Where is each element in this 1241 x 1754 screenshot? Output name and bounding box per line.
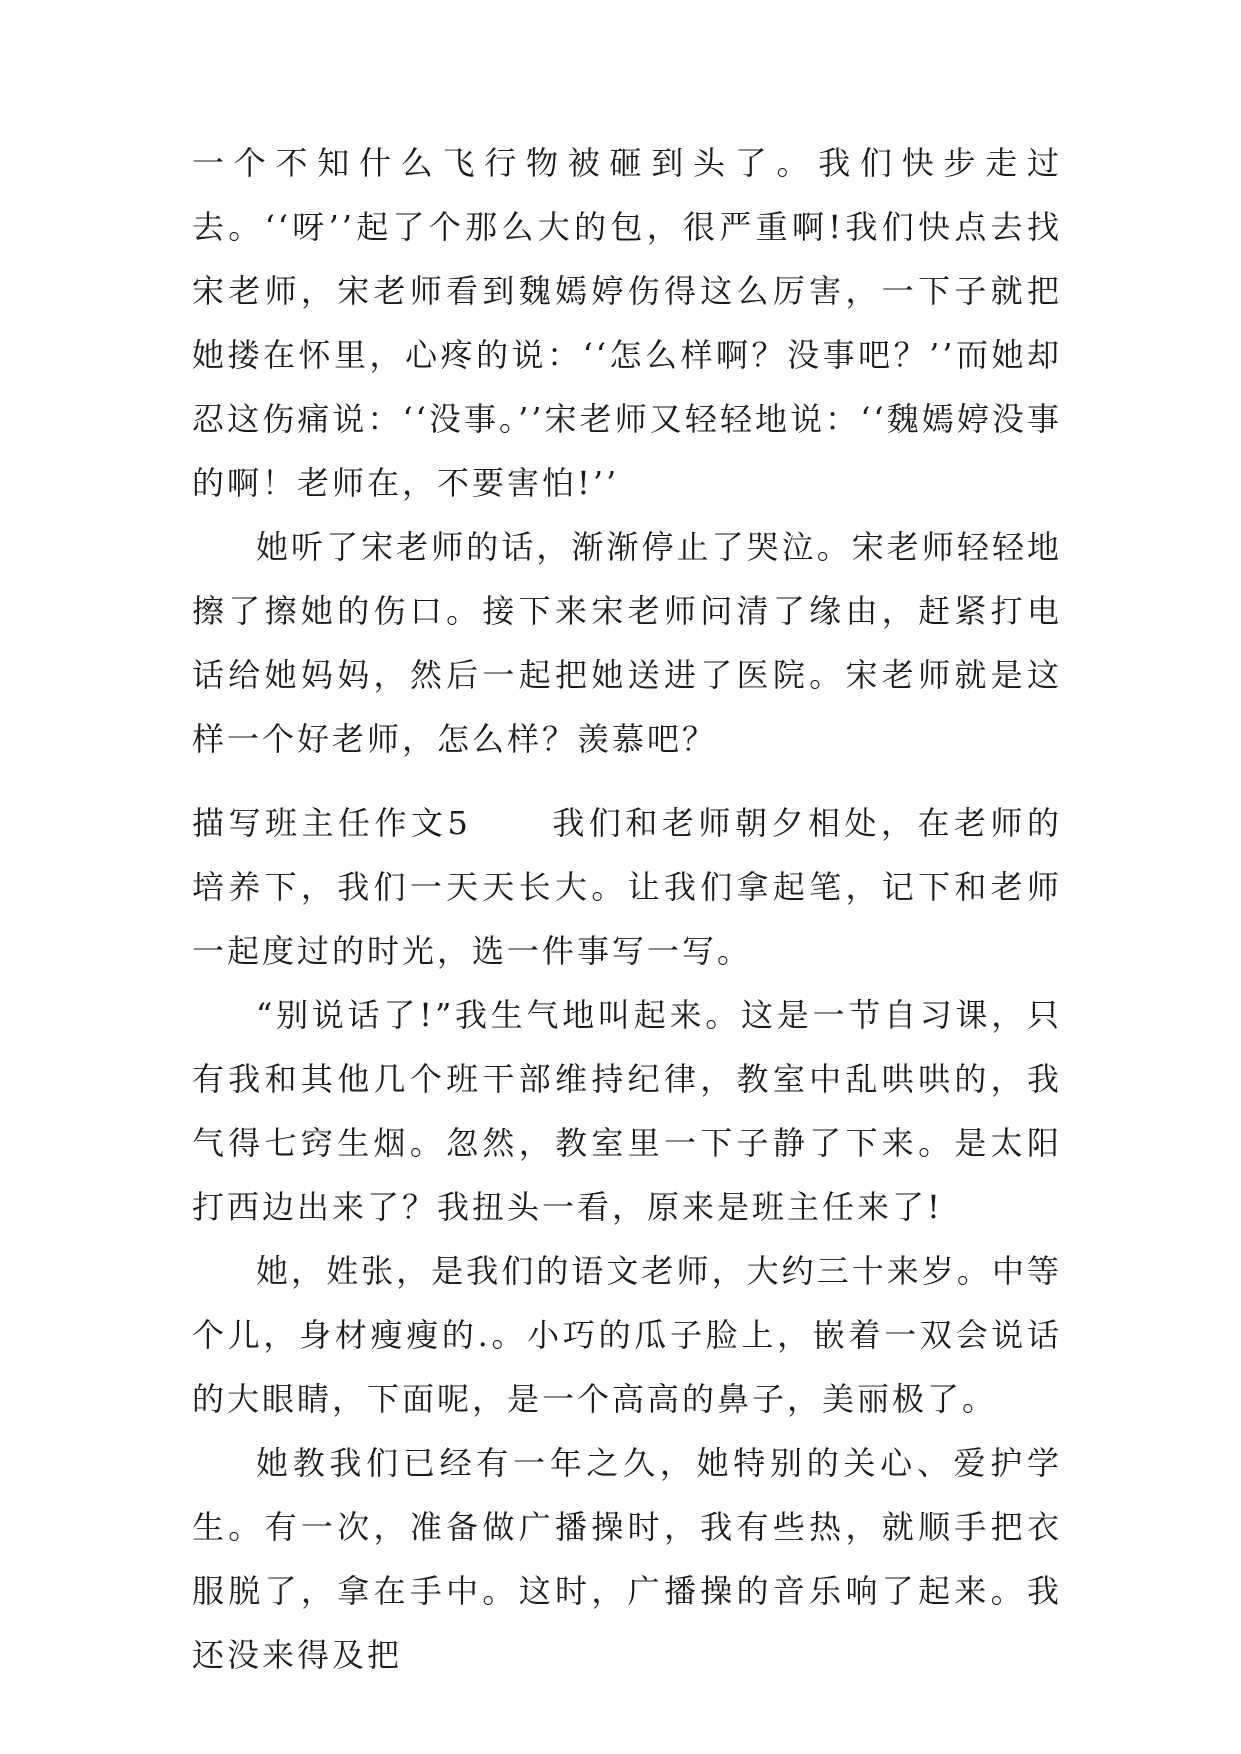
paragraph-continuation: 一个不知什么飞行物被砸到头了。我们快步走过去。‘‘呀’’起了个那么大的包，很严重啊!我们快点去找宋老师，宋老师看到魏嫣婷伤得这么厉害，一下子就把她搂在怀里，心疼的说：‘‘怎么样啊？没事吧？’’而她却忍这伤痛说：‘‘没事。’’宋老师又轻轻地说：‘‘魏嫣婷没事的啊！老师在，不要害怕!’’	[192, 144, 1062, 502]
essay-intro: 我们和老师朝夕相处，在老师的培养下，我们一天天长大。让我们拿起笔，记下和老师一起度过的时光，选一件事写一写。	[192, 804, 1062, 970]
paragraph-classroom: “别说话了!”我生气地叫起来。这是一节自习课，只有我和其他几个班干部维持纪律，教室中乱哄哄的，我气得七窍生烟。忽然，教室里一下子静了下来。是太阳打西边出来了？我扭头一看，原来是班主任来了!	[192, 996, 1062, 1226]
section-one	[192, 131, 1062, 771]
paragraph-teacher-comfort: 她听了宋老师的话，渐渐停止了哭泣。宋老师轻轻地擦了擦她的伤口。接下来宋老师问清了缘由，赶紧打电话给她妈妈，然后一起把她送进了医院。宋老师就是这样一个好老师，怎么样？羡慕吧？	[192, 528, 1062, 758]
section-two	[192, 791, 1062, 1687]
paragraph-teacher-care: 她教我们已经有一年之久，她特别的关心、爱护学生。有一次，准备做广播操时，我有些热，就顺手把衣服脱了，拿在手中。这时，广播操的音乐响了起来。我还没来得及把	[192, 1444, 1062, 1674]
essay-intro-paragraph	[192, 791, 1062, 983]
paragraph-teacher-description: 她，姓张，是我们的语文老师，大约三十来岁。中等个儿，身材瘦瘦的.。小巧的瓜子脸上，嵌着一双会说话的大眼睛，下面呢，是一个高高的鼻子，美丽极了。	[192, 1252, 1062, 1418]
essay-heading: 描写班主任作文5	[192, 804, 471, 842]
